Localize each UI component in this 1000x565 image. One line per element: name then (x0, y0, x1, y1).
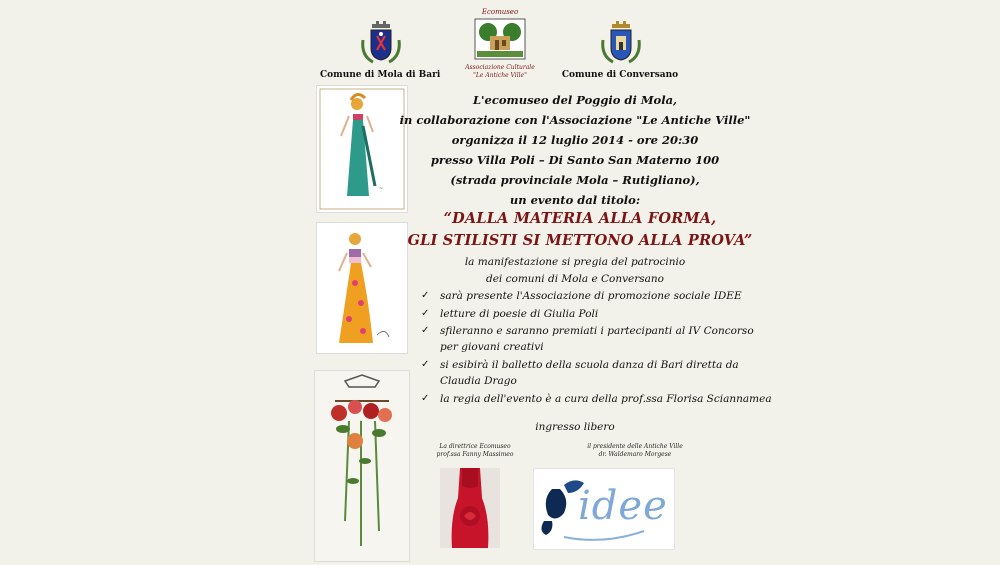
right-signature-name: dr. Waldemaro Morgese (598, 451, 672, 458)
body-line-1: L'ecomuseo del Poggio di Mola, (472, 93, 678, 107)
check-icon: ✓ (421, 308, 430, 319)
conversano-crest (601, 20, 641, 66)
ingresso-libero: ingresso libero (535, 421, 615, 433)
bullet-item-2: letture di poesie di Giulia Poli (440, 308, 599, 320)
bullet-item-4: si esibirà il balletto della scuola danza di Bari diretta da (440, 359, 739, 371)
bullet-item-1: sarà presente l'Associazione di promozione sociale IDEE (440, 290, 742, 302)
body-line-5: (strada provinciale Mola – Rutigliano), (450, 173, 700, 187)
left-signature-title: La direttrice Ecomuseo (439, 443, 511, 450)
check-icon: ✓ (421, 290, 430, 301)
body-line-6: un evento dal titolo: (509, 193, 641, 207)
event-title-line-1: “DALLA MATERIA ALLA FORMA, (443, 210, 717, 227)
red-rose-dress-image (440, 468, 500, 548)
ecomuseo-logo (465, 8, 535, 82)
left-signature-name: prof.ssa Fanny Massimeo (436, 451, 514, 458)
roses-on-hanger (314, 370, 410, 562)
right-crest-label: Comune di Conversano (561, 70, 679, 80)
event-title-line-2: GLI STILISTI SI METTONO ALLA PROVA” (407, 232, 753, 249)
check-icon: ✓ (421, 325, 430, 336)
logo-text-2: "Le Antiche Ville" (473, 72, 527, 79)
mola-di-bari-crest (361, 20, 401, 66)
bullet-item-5: la regia dell'evento è a cura della prof.ssa Florisa Sciannamea (440, 393, 772, 405)
body-line-4: presso Villa Poli – Di Santo San Materno 100 (430, 153, 720, 167)
patronage-line-2: dei comuni di Mola e Conversano (485, 273, 665, 285)
idee-logo-text: idee (578, 483, 668, 529)
logo-top-text: Ecomuseo (481, 8, 519, 16)
svg-text:~: ~ (379, 186, 384, 192)
right-signature-title: il presidente delle Antiche Ville (587, 443, 683, 450)
patronage-line-1: la manifestazione si pregia del patrocinio (464, 256, 686, 268)
left-crest-label: Comune di Mola di Bari (320, 70, 441, 80)
body-line-3: organizza il 12 luglio 2014 - ore 20:30 (451, 133, 699, 147)
bullet-item-3: sfileranno e saranno premiati i partecipanti al IV Concorso (440, 325, 754, 337)
check-icon: ✓ (421, 393, 430, 404)
idee-logo (533, 468, 675, 550)
bullet-item-4-cont: Claudia Drago (440, 375, 517, 387)
bullet-item-3-cont: per giovani creativi (440, 341, 544, 353)
check-icon: ✓ (421, 359, 430, 370)
body-line-2: in collaborazione con l'Associazione "Le Antiche Ville" (399, 113, 751, 127)
logo-text-1: Associazione Culturale (465, 64, 535, 71)
